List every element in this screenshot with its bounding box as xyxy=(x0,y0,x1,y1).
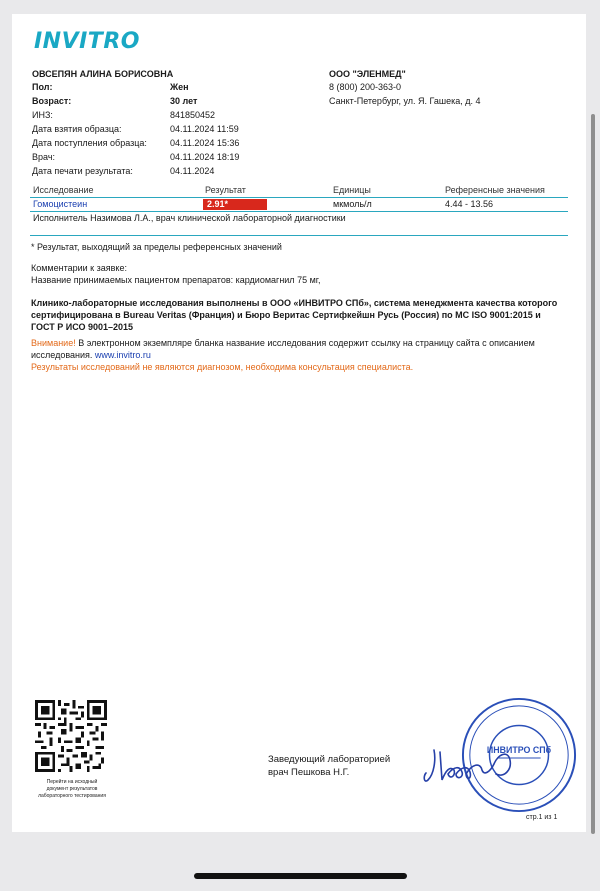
sample-date-value: 04.11.2024 11:59 xyxy=(170,124,239,134)
notice-line-2 xyxy=(31,349,151,361)
reference-range: 4.44 - 13.56 xyxy=(445,199,494,209)
signature-name: врач Пешкова Н.Г. xyxy=(268,767,350,778)
arrival-date-value: 04.11.2024 15:36 xyxy=(170,138,240,148)
qr-code[interactable] xyxy=(35,700,107,772)
col-header-test: Исследование xyxy=(33,185,94,195)
col-header-result: Результат xyxy=(205,185,246,195)
col-header-reference: Референсные значения xyxy=(445,185,545,195)
stamp-text: ИНВИТРО СПб xyxy=(486,745,552,756)
invitro-site-link[interactable]: www.invitro.ru xyxy=(94,350,151,360)
home-indicator[interactable] xyxy=(194,873,407,879)
notice-text-cont: исследования. xyxy=(31,350,95,360)
age-label: Возраст: xyxy=(32,96,72,106)
qr-caption-line-1: Перейти на исходный xyxy=(46,779,98,785)
signature-title: Заведующий лабораторией xyxy=(268,754,391,765)
print-date-label: Дата печати результата: xyxy=(32,166,133,176)
certification-line-3: ГОСТ Р ИСО 9001–2015 xyxy=(31,322,134,332)
org-phone: 8 (800) 200-363-0 xyxy=(329,82,402,92)
certification-line-2: сертифицирована в Bureau Veritas (Франция) и Бюро Веритас Сертифкейшн Русь (Россия) по МС ISO 9001:2015 и xyxy=(31,310,541,320)
performer-line: Исполнитель Назимова Л.А., врач клинической лабораторной диагностики xyxy=(33,213,346,223)
org-name: ООО "ЭЛЕНМЕД" xyxy=(329,69,406,79)
footnote: * Результат, выходящий за пределы референсных значений xyxy=(31,242,282,252)
doctor-value: 04.11.2024 18:19 xyxy=(170,152,240,162)
print-date-value: 04.11.2024 xyxy=(170,166,215,176)
sex-value: Жен xyxy=(170,82,189,92)
table-bottom-divider xyxy=(30,235,568,236)
inz-label: ИНЗ: xyxy=(32,110,53,120)
qr-caption-line-3: лабораторного тестирования xyxy=(38,793,106,799)
table-header-divider xyxy=(30,197,568,198)
table-row-divider xyxy=(30,211,568,212)
certification-line-1: Клинико-лабораторные исследования выполнены в ООО «ИНВИТРО СПб», система менеджмента качества которого xyxy=(31,298,558,308)
col-header-units: Единицы xyxy=(333,185,371,195)
report-page xyxy=(12,14,586,832)
test-name-link[interactable]: Гомоцистеин xyxy=(33,199,88,209)
notice-text: В электронном экземпляре бланка название исследования содержит ссылку на страницу сайта с описанием xyxy=(75,338,535,348)
result-flag-value: 2.91* xyxy=(203,199,267,210)
patient-name: ОВСЕПЯН АЛИНА БОРИСОВНА xyxy=(32,69,174,79)
scrollbar[interactable] xyxy=(591,114,595,834)
result-units: мкмоль/л xyxy=(333,199,372,209)
org-address: Санкт-Петербург, ул. Я. Гашека, д. 4 xyxy=(329,96,481,106)
disclaimer: Результаты исследований не являются диагнозом, необходима консультация специалиста. xyxy=(31,362,414,372)
inz-value: 841850452 xyxy=(170,110,216,120)
notice-line-1 xyxy=(31,337,535,349)
doctor-label: Врач: xyxy=(32,152,56,162)
qr-caption-line-2: документ результатов xyxy=(46,786,98,792)
doctor-signature xyxy=(420,740,530,790)
comments-text: Название принимаемых пациентом препаратов: кардиомагнил 75 мг, xyxy=(31,275,321,285)
age-value: 30 лет xyxy=(170,96,198,106)
sample-date-label: Дата взятия образца: xyxy=(32,124,122,134)
invitro-logo: INVITRO xyxy=(34,29,140,54)
qr-caption xyxy=(26,779,118,800)
page-number: стр.1 из 1 xyxy=(526,814,558,821)
notice-label: Внимание! xyxy=(31,338,76,348)
arrival-date-label: Дата поступления образца: xyxy=(32,138,147,148)
sex-label: Пол: xyxy=(32,82,53,92)
comments-label: Комментарии к заявке: xyxy=(31,263,127,273)
